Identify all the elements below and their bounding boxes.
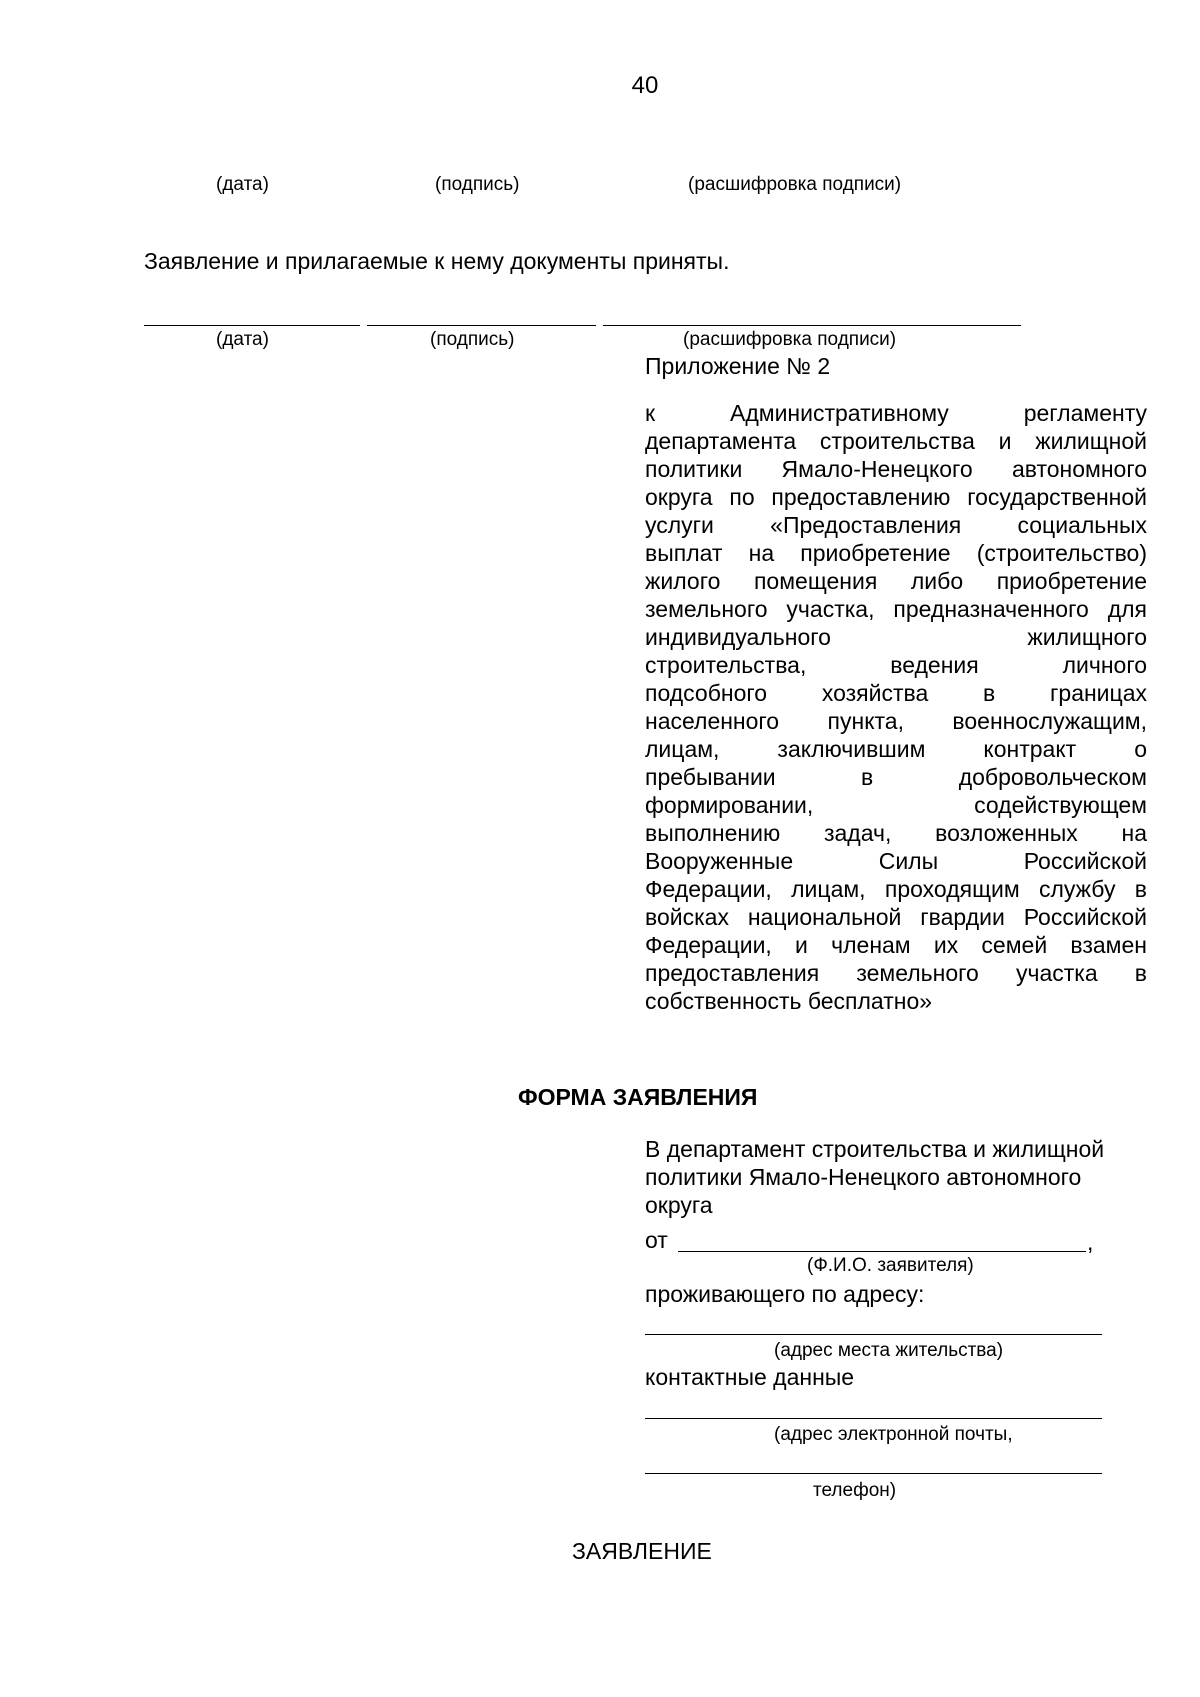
appendix-line: подсобного хозяйства в границах <box>645 680 1147 706</box>
date-line <box>144 325 360 326</box>
appendix-line: Вооруженные Силы Российской <box>645 848 1147 874</box>
appendix-line: выплат на приобретение (строительство) <box>645 540 1147 566</box>
email-caption: (адрес электронной почты, <box>774 1424 1013 1445</box>
phone-line[interactable] <box>645 1473 1102 1474</box>
applicant-name-line[interactable] <box>678 1251 1086 1252</box>
from-trailing-comma: , <box>1087 1229 1094 1255</box>
appendix-line: жилого помещения либо приобретение <box>645 568 1147 594</box>
residence-address-caption: (адрес места жительства) <box>774 1340 1004 1361</box>
appendix-line: Федерации, лицам, проходящим службу в <box>645 876 1147 902</box>
appendix-line: услуги «Предоставления социальных <box>645 512 1147 538</box>
statement-heading: ЗАЯВЛЕНИЕ <box>572 1538 712 1564</box>
appendix-line: выполнению задач, возложенных на <box>645 820 1147 846</box>
appendix-line: Федерации, и членам их семей взамен <box>645 932 1147 958</box>
signature-transcript-caption: (расшифровка подписи) <box>688 174 902 195</box>
appendix-line: войсках национальной гвардии Российской <box>645 904 1147 930</box>
form-title: ФОРМА ЗАЯВЛЕНИЯ <box>518 1084 758 1110</box>
applicant-name-caption: (Ф.И.О. заявителя) <box>807 1255 974 1276</box>
signature-caption: (подпись) <box>435 174 520 195</box>
appendix-line: строительства, ведения личного <box>645 652 1147 678</box>
signature-caption: (подпись) <box>430 329 515 350</box>
date-caption: (дата) <box>216 329 269 350</box>
appendix-line: населенного пункта, военнослужащим, <box>645 708 1147 734</box>
appendix-line: предоставления земельного участка в <box>645 960 1147 986</box>
appendix-title: Приложение № 2 <box>645 353 831 379</box>
appendix-body <box>645 399 1147 1015</box>
signature-transcript-line <box>603 325 1021 326</box>
appendix-line: собственность бесплатно» <box>645 988 933 1014</box>
appendix-line: индивидуального жилищного <box>645 624 1147 650</box>
appendix-line: земельного участка, предназначенного для <box>645 596 1147 622</box>
page-number: 40 <box>631 72 659 99</box>
appendix-line: лицам, заключившим контракт о <box>645 736 1147 762</box>
email-line[interactable] <box>645 1418 1102 1419</box>
signature-transcript-caption: (расшифровка подписи) <box>683 329 897 350</box>
phone-caption: телефон) <box>813 1480 897 1501</box>
addressee-line: политики Ямало-Ненецкого автономного <box>645 1164 1082 1190</box>
addressee-line: В департамент строительства и жилищной <box>645 1136 1105 1162</box>
residing-label: проживающего по адресу: <box>645 1281 925 1307</box>
appendix-line: к Административному регламенту <box>645 400 1147 426</box>
addressee-line: округа <box>645 1192 713 1218</box>
from-label: от <box>645 1227 668 1253</box>
acceptance-statement: Заявление и прилагаемые к нему документы приняты. <box>144 248 730 274</box>
appendix-line: пребывании в добровольческом <box>645 764 1147 790</box>
signature-line <box>367 325 596 326</box>
appendix-line: департамента строительства и жилищной <box>645 428 1147 454</box>
appendix-line: политики Ямало-Ненецкого автономного <box>645 456 1147 482</box>
date-caption: (дата) <box>216 174 269 195</box>
residence-address-line[interactable] <box>645 1334 1102 1335</box>
appendix-line: округа по предоставлению государственной <box>645 484 1147 510</box>
contacts-label: контактные данные <box>645 1364 855 1390</box>
appendix-line: формировании, содействующем <box>645 792 1147 818</box>
